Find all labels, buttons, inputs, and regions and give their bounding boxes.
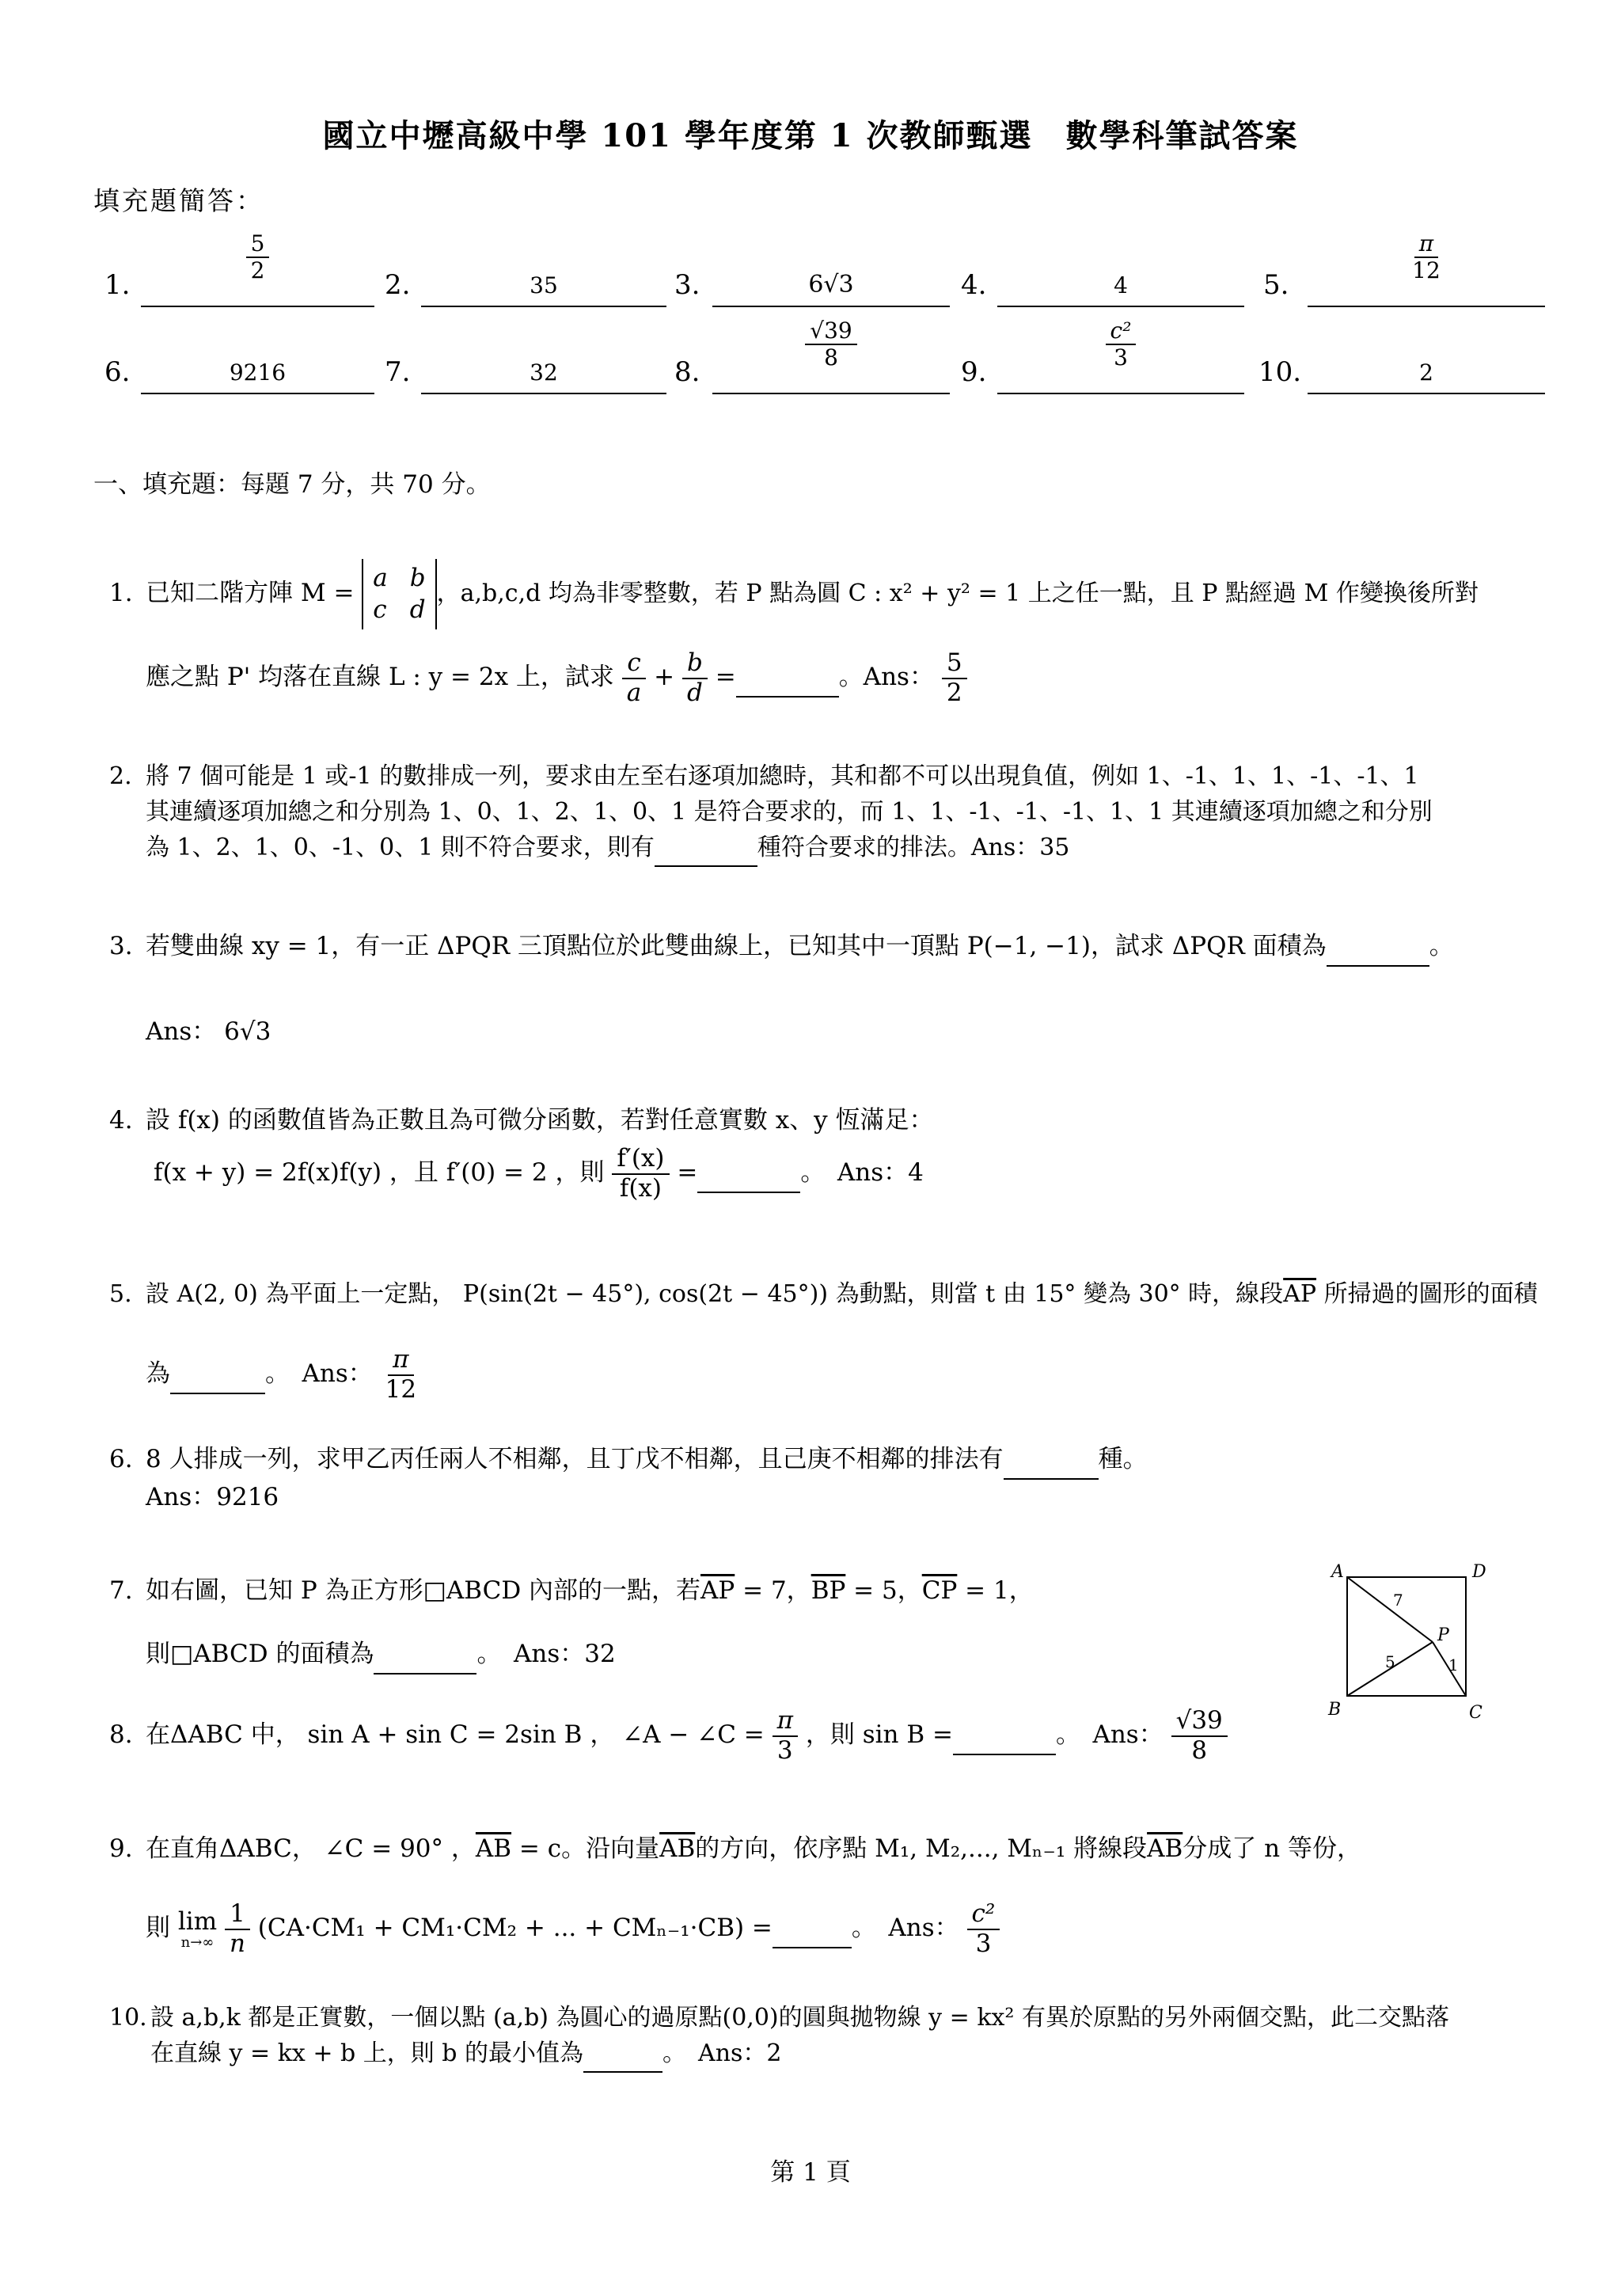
answer-blank <box>953 1716 1056 1755</box>
answer-blank <box>1004 1441 1099 1480</box>
question-number: 3. <box>109 932 133 960</box>
sa-num-5: 5. <box>1263 269 1289 301</box>
sa-num-8: 8. <box>674 356 700 388</box>
question-4-line2: f(x + y) = 2f(x)f(y) ，且 f′(0) = 2 ，則 $\frac{f'(x)}{f(x)}$ = 。 Ans：4 <box>154 1144 924 1203</box>
question-4: 4. 設 f(x) 的函數值皆為正數且為可微分函數，若對任意實數 x、y 恆滿足： <box>109 1102 934 1139</box>
sa-blank-9 <box>997 393 1244 394</box>
answer-blank <box>773 1910 852 1948</box>
question-10: 10. 設 a,b,k 都是正實數，一個以點 (a,b) 為圓心的過原點(0,0)的圓與拋物線 y = kx² 有異於原點的另外兩個交點，此二交點落 在直線 y = kx + b 上，則 b 的最小值為 。 Ans：2 <box>109 2000 1558 2073</box>
sa-answer-9: $\frac{\text{c²}}{3}$ <box>997 318 1244 371</box>
sa-blank-4 <box>997 306 1244 307</box>
question-6: 6. 8 人排成一列，求甲乙丙任兩人不相鄰，且丁戊不相鄰，且己庚不相鄰的排法有 種。 <box>109 1441 1148 1480</box>
sa-answer-8: $\frac{√39}{8}$ <box>712 318 950 371</box>
sa-answer-7: 32 <box>530 359 558 386</box>
question-number: 4. <box>109 1106 133 1135</box>
answer-blank <box>374 1636 476 1674</box>
sa-num-7: 7. <box>385 356 411 388</box>
label-length-5: 5 <box>1385 1652 1395 1671</box>
question-7-line2: 則□ABCD 的面積為 。 Ans：32 <box>146 1636 616 1674</box>
sa-num-3: 3. <box>674 269 700 301</box>
answer-blank <box>655 830 757 867</box>
sa-answer-6: 9216 <box>229 359 287 386</box>
sa-num-4: 4. <box>961 269 987 301</box>
matrix: a b c d <box>362 559 436 629</box>
segment-ap <box>1347 1577 1433 1642</box>
sa-blank-2 <box>421 306 666 307</box>
question-8: 8. 在ΔABC 中， sin A + sin C = 2sin B ， ∠A − ∠C = $\frac{\pi}{3}$ ，則 sin B = 。 Ans： $\frac{√39}{8}$ <box>109 1707 1228 1765</box>
question-1-line2: 應之點 P' 均落在直線 L : y = 2x 上，試求 $\frac{c}{a}$ + $\frac{b}{d}$ = 。Ans： $\frac{5}{2}$ <box>146 649 967 707</box>
question-number: 6. <box>109 1445 133 1473</box>
sa-answer-10: 2 <box>1419 359 1433 386</box>
answer-blank <box>697 1154 800 1193</box>
question-5-line2: 為 。 Ans： $\frac{\pi}{12}$ <box>146 1345 417 1404</box>
question-3-answer: Ans： 6√3 <box>146 1017 271 1046</box>
square-figure <box>1314 1560 1496 1734</box>
sa-blank-6 <box>141 393 374 394</box>
label-length-7: 7 <box>1393 1591 1403 1610</box>
question-number: 2. <box>109 762 132 790</box>
sa-blank-1 <box>141 306 374 307</box>
short-answer-heading: 填充題簡答： <box>93 185 264 216</box>
sa-blank-7 <box>421 393 666 394</box>
sa-answer-2: 35 <box>530 272 558 298</box>
page-title: 國立中壢高級中學 101 學年度第 1 次教師甄選 數學科筆試答案 <box>322 117 1299 154</box>
question-3: 3. 若雙曲線 xy = 1，有一正 ΔPQR 三頂點位於此雙曲線上，已知其中一頂點 P(−1, −1)，試求 ΔPQR 面積為 。 <box>109 928 1454 967</box>
sa-answer-1: $\frac{5}{2}$ <box>141 231 374 283</box>
sa-blank-8 <box>712 393 950 394</box>
sa-answer-3: 6√3 <box>808 271 854 298</box>
answer-blank <box>170 1355 265 1394</box>
sa-blank-3 <box>712 306 950 307</box>
question-number: 9. <box>109 1834 133 1863</box>
question-2: 2. 將 7 個可能是 1 或-1 的數排成一列，要求由左至右逐項加總時，其和都不可以出現負值，例如 1、-1、1、1、-1、-1、1 其連續逐項加總之和分別為 1、0、1、2、1、0、1 是符合要求的，而 1、1、-1、-1、-1、1、1 其連續逐項加總之和分別 為 1、2、1、0、-1、0、1 則不符合要求，則有 種符合要求的排法。Ans：35 <box>109 758 1558 867</box>
label-p: P <box>1437 1625 1449 1645</box>
sa-num-10: 10. <box>1258 356 1302 388</box>
question-number: 10. <box>109 2004 147 2032</box>
answer-blank <box>1327 928 1429 967</box>
section-heading: 一、填充題：每題 7 分，共 70 分。 <box>93 470 491 499</box>
question-number: 8. <box>109 1720 133 1750</box>
question-9-line2: 則 lim n→∞ $\frac{1}{n}$ (CA·CM₁ + CM₁·CM₂ + ... + CMₙ₋₁·CB) = 。 Ans： $\frac{\text{c²}}{3}$ <box>146 1900 1000 1958</box>
question-number: 7. <box>109 1576 133 1605</box>
sa-num-2: 2. <box>385 269 411 301</box>
answer-blank <box>583 2036 662 2073</box>
sa-num-1: 1. <box>104 269 131 301</box>
label-d: D <box>1472 1562 1486 1582</box>
question-number: 5. <box>109 1280 132 1308</box>
sa-blank-5 <box>1308 306 1545 307</box>
sa-num-6: 6. <box>104 356 131 388</box>
sa-answer-5: $\frac{\pi}{12}$ <box>1412 230 1441 284</box>
label-b: B <box>1328 1700 1342 1720</box>
sa-blank-10 <box>1308 393 1545 394</box>
question-5: 5. 設 A(2, 0) 為平面上一定點， P(sin(2t − 45°), cos(2t − 45°)) 為動點，則當 t 由 15° 變為 30° 時，線段$\overline{AP}$ 所掃過的圖形的面積 <box>109 1276 1538 1312</box>
question-1: 1. 已知二階方陣 M = a b c d ，a,b,c,d 均為非零整數，若 P 點為圓 C : x² + y² = 1 上之任一點，且 P 點經過 M 作變換後所對 <box>109 559 1550 629</box>
answer-blank <box>736 659 839 698</box>
question-6-answer: Ans：9216 <box>146 1483 279 1511</box>
sa-answer-4: 4 <box>1114 272 1128 298</box>
page-number: 第 1 頁 <box>770 2158 851 2187</box>
question-9: 9. 在直角ΔABC， ∠C = 90° ，$\overline{AB} = c$。沿向量$\overline{AB}$的方向，依序點 M₁, M₂,..., Mₙ₋₁ 將線段$\overline{AB}$分成了 n 等份， <box>109 1830 1361 1868</box>
label-c: C <box>1469 1703 1482 1723</box>
question-number: 1. <box>109 578 133 607</box>
label-length-1: 1 <box>1448 1655 1459 1674</box>
sa-num-9: 9. <box>961 356 987 388</box>
question-7: 7. 如右圖，已知 P 為正方形□ABCD 內部的一點，若$\overline{AP} = 7$，$\overline{BP} = 5$，$\overline{CP} = 1$， <box>109 1572 1034 1610</box>
label-a: A <box>1331 1562 1344 1582</box>
